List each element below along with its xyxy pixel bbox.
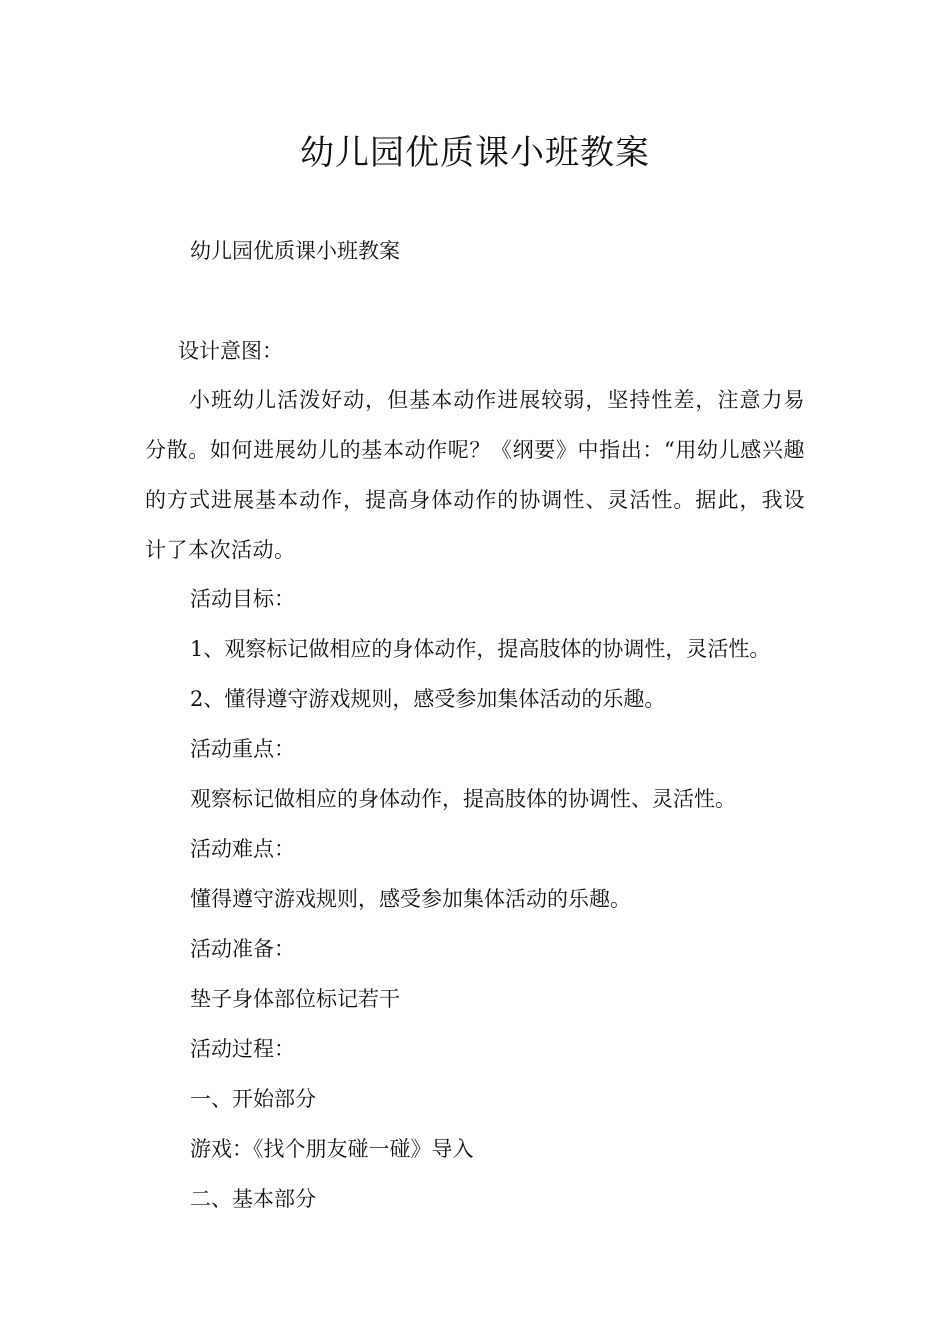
goal-item-2: 2、懂得遵守游戏规则，感受参加集体活动的乐趣。 — [190, 687, 666, 711]
preparation-text: 垫子身体部位标记若干 — [190, 987, 400, 1011]
key-point-heading: 活动重点： — [190, 737, 295, 761]
goals-heading: 活动目标： — [190, 587, 295, 611]
process-part-1: 一、开始部分 — [190, 1087, 316, 1111]
process-heading: 活动过程： — [190, 1037, 295, 1061]
key-point-text: 观察标记做相应的身体动作，提高肢体的协调性、灵活性。 — [190, 787, 736, 811]
preparation-heading: 活动准备： — [190, 937, 295, 961]
goal-item-1: 1、观察标记做相应的身体动作，提高肢体的协调性，灵活性。 — [190, 637, 771, 661]
difficulty-heading: 活动难点： — [190, 837, 295, 861]
process-part-2: 二、基本部分 — [190, 1187, 316, 1211]
design-intent-heading: 设计意图： — [178, 339, 283, 363]
document-title: 幼儿园优质课小班教案 — [300, 133, 650, 173]
design-intent-paragraph: 小班幼儿活泼好动，但基本动作进展较弱，坚持性差，注意力易分散。如何进展幼儿的基本动作呢？《纲要》中指出：“用幼儿感兴趣的方式进展基本动作，提高身体动作的协调性、灵活性。据此，我设计了本次活动。 — [145, 388, 805, 562]
document-subtitle: 幼儿园优质课小班教案 — [190, 239, 400, 263]
game-intro: 游戏：《找个朋友碰一碰》导入 — [190, 1137, 474, 1161]
difficulty-text: 懂得遵守游戏规则，感受参加集体活动的乐趣。 — [190, 887, 631, 911]
